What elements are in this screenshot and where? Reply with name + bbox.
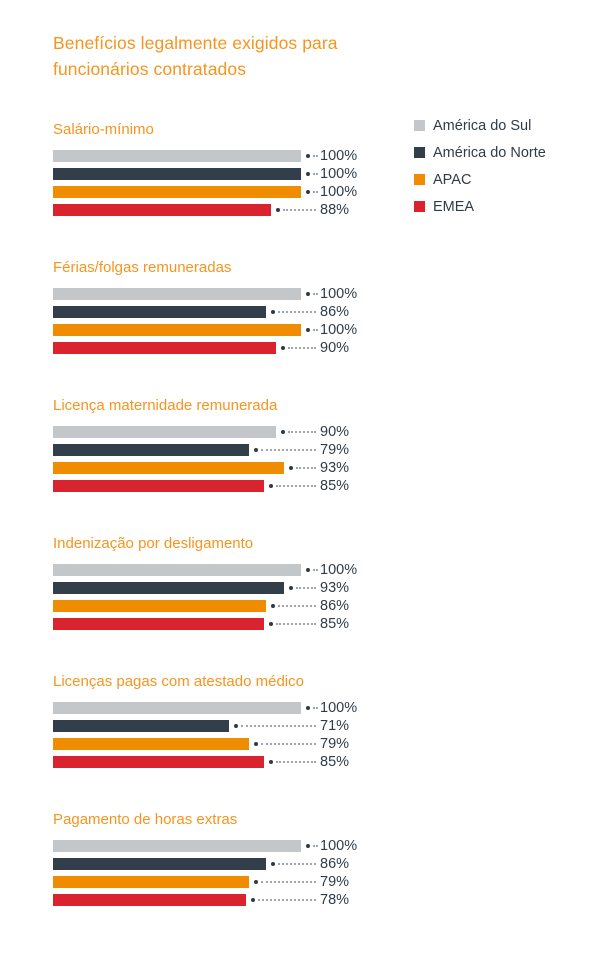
value-label: 90%	[320, 424, 350, 440]
value-label: 88%	[320, 202, 350, 218]
leader-line	[313, 569, 316, 571]
leader-dot	[306, 568, 310, 572]
chart-group	[53, 398, 383, 492]
bar	[53, 306, 266, 318]
bar-row	[53, 600, 365, 612]
bar	[53, 150, 301, 162]
value-label: 100%	[320, 148, 358, 164]
value-label: 85%	[320, 616, 350, 632]
leader-dot	[269, 622, 273, 626]
leader-line	[296, 467, 316, 469]
value-label: 79%	[320, 442, 350, 458]
leader-line	[313, 293, 316, 295]
leader-dot	[306, 292, 310, 296]
leader-dot	[254, 448, 258, 452]
leader-dot	[254, 742, 258, 746]
leader-line	[278, 863, 316, 865]
leader-line	[283, 209, 316, 211]
leader-dot	[306, 328, 310, 332]
leader-line	[313, 329, 316, 331]
leader-line	[276, 761, 316, 763]
leader-dot	[306, 154, 310, 158]
leader-line	[288, 431, 316, 433]
bar	[53, 876, 249, 888]
leader-line	[313, 155, 316, 157]
bar	[53, 756, 264, 768]
value-label: 85%	[320, 478, 350, 494]
bar	[53, 168, 301, 180]
bar	[53, 738, 249, 750]
chart-group	[53, 122, 383, 216]
leader-line	[278, 605, 316, 607]
group-label: Licenças pagas com atestado médico	[53, 673, 304, 690]
bar	[53, 324, 301, 336]
legend-label: América do Sul	[433, 117, 532, 134]
legend-item	[414, 193, 546, 220]
leader-line	[296, 587, 316, 589]
leader-dot	[276, 208, 280, 212]
bar-row	[53, 426, 365, 438]
group-label: Licença maternidade remunerada	[53, 397, 278, 414]
chart-group	[53, 674, 383, 768]
value-label: 79%	[320, 874, 350, 890]
chart-group	[53, 260, 383, 354]
bar-row	[53, 858, 365, 870]
leader-line	[261, 881, 316, 883]
bar	[53, 582, 284, 594]
legend-label: APAC	[433, 171, 472, 188]
leader-line	[261, 743, 316, 745]
value-label: 100%	[320, 700, 358, 716]
bar	[53, 894, 246, 906]
group-label: Férias/folgas remuneradas	[53, 259, 232, 276]
bar	[53, 288, 301, 300]
bar-row	[53, 342, 365, 354]
value-label: 100%	[320, 562, 358, 578]
group-label: Salário-mínimo	[53, 121, 154, 138]
value-label: 90%	[320, 340, 350, 356]
bar-row	[53, 462, 365, 474]
bar-row	[53, 840, 365, 852]
legend-swatch-emea	[414, 201, 425, 212]
leader-dot	[281, 430, 285, 434]
bar-row	[53, 444, 365, 456]
bar	[53, 426, 276, 438]
value-label: 79%	[320, 736, 350, 752]
legend-label: América do Norte	[433, 144, 546, 161]
bar	[53, 702, 301, 714]
chart-title: Benefícios legalmente exigidos para funcionários contratados	[53, 33, 338, 79]
legend-swatch-apac	[414, 174, 425, 185]
value-label: 86%	[320, 856, 350, 872]
value-label: 100%	[320, 838, 358, 854]
value-label: 93%	[320, 580, 350, 596]
leader-dot	[281, 346, 285, 350]
leader-dot	[271, 604, 275, 608]
leader-line	[313, 191, 316, 193]
bar-row	[53, 702, 365, 714]
leader-line	[288, 347, 316, 349]
value-label: 78%	[320, 892, 350, 908]
bar	[53, 186, 301, 198]
value-label: 100%	[320, 322, 358, 338]
bar-row	[53, 288, 365, 300]
bar-row	[53, 324, 365, 336]
leader-dot	[306, 172, 310, 176]
leader-line	[276, 485, 316, 487]
value-label: 86%	[320, 304, 350, 320]
value-label: 93%	[320, 460, 350, 476]
leader-line	[241, 725, 316, 727]
bar	[53, 462, 284, 474]
legend-swatch-america-do-norte	[414, 147, 425, 158]
bar-row	[53, 720, 365, 732]
leader-line	[313, 707, 316, 709]
bar-row	[53, 204, 365, 216]
value-label: 100%	[320, 286, 358, 302]
chart-group	[53, 812, 383, 906]
group-label: Indenização por desligamento	[53, 535, 254, 552]
bar	[53, 204, 271, 216]
leader-line	[278, 311, 316, 313]
legend-label: EMEA	[433, 198, 475, 215]
bar-row	[53, 564, 365, 576]
group-label: Pagamento de horas extras	[53, 811, 238, 828]
bar	[53, 444, 249, 456]
leader-dot	[306, 190, 310, 194]
bar-row	[53, 618, 365, 630]
leader-dot	[269, 760, 273, 764]
value-label: 85%	[320, 754, 350, 770]
bar	[53, 618, 264, 630]
bar-row	[53, 186, 365, 198]
leader-line	[313, 845, 316, 847]
leader-line	[313, 173, 316, 175]
leader-line	[258, 899, 316, 901]
bar	[53, 858, 266, 870]
bar	[53, 600, 266, 612]
legend-item	[414, 112, 546, 139]
leader-line	[276, 623, 316, 625]
value-label: 100%	[320, 184, 358, 200]
leader-dot	[234, 724, 238, 728]
leader-dot	[254, 880, 258, 884]
bar	[53, 720, 229, 732]
bar-row	[53, 756, 365, 768]
leader-dot	[271, 310, 275, 314]
legend	[414, 112, 546, 220]
legend-swatch-america-do-sul	[414, 120, 425, 131]
leader-dot	[289, 466, 293, 470]
value-label: 71%	[320, 718, 350, 734]
bar-row	[53, 738, 365, 750]
bar-row	[53, 480, 365, 492]
bar-row	[53, 306, 365, 318]
value-label: 86%	[320, 598, 350, 614]
leader-dot	[306, 706, 310, 710]
bar-row	[53, 168, 365, 180]
legend-item	[414, 139, 546, 166]
leader-dot	[289, 586, 293, 590]
bar-row	[53, 876, 365, 888]
bar	[53, 564, 301, 576]
leader-dot	[271, 862, 275, 866]
chart-group	[53, 536, 383, 630]
legend-item	[414, 166, 546, 193]
bar	[53, 840, 301, 852]
leader-dot	[251, 898, 255, 902]
leader-dot	[269, 484, 273, 488]
bar	[53, 342, 276, 354]
bar	[53, 480, 264, 492]
bar-row	[53, 582, 365, 594]
leader-dot	[306, 844, 310, 848]
bar-row	[53, 150, 365, 162]
value-label: 100%	[320, 166, 358, 182]
bar-row	[53, 894, 365, 906]
leader-line	[261, 449, 316, 451]
chart-groups	[53, 122, 383, 950]
